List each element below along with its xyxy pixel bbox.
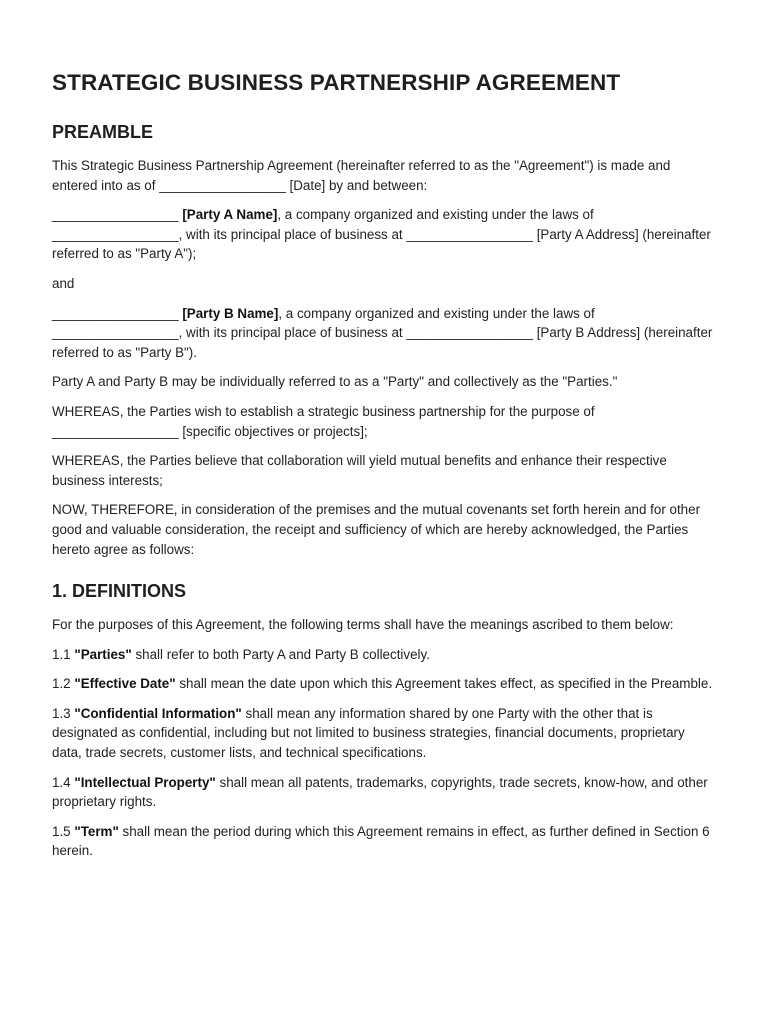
party-b-text-3: [Party B Address] (hereinafter referred to as "Party B"). <box>52 325 713 360</box>
whereas-1-text-a: WHEREAS, the Parties wish to establish a strategic business partnership for the purpose of <box>52 403 595 419</box>
definition-number: 1.5 <box>52 823 75 839</box>
definition-number: 1.3 <box>52 705 75 721</box>
whereas-1 <box>52 402 718 441</box>
party-b-blank-1: _________________ <box>52 305 179 321</box>
definitions-heading: 1. DEFINITIONS <box>52 581 187 602</box>
definition-item <box>52 704 718 763</box>
party-a-text-2: , with its principal place of business at <box>178 226 407 242</box>
definitions-intro: For the purposes of this Agreement, the following terms shall have the meanings ascribed to them below: <box>52 617 674 633</box>
party-a-paragraph <box>52 205 718 264</box>
definition-text: shall mean all patents, trademarks, copyrights, trade secrets, know-how, and other proprietary rights. <box>52 774 708 810</box>
intro-text-a: This Strategic Business Partnership Agreement (hereinafter referred to as the "Agreement") is made and entered into as of <box>52 158 671 193</box>
whereas-1-blank: _________________ <box>52 423 179 439</box>
party-a-name: [Party A Name] <box>182 207 278 223</box>
definition-number: 1.4 <box>52 774 75 790</box>
definition-number: 1.1 <box>52 646 75 662</box>
party-a-blank-2: _________________ <box>52 226 179 242</box>
party-b-text-2: , with its principal place of business at <box>178 325 407 341</box>
party-b-name: [Party B Name] <box>182 305 279 321</box>
and-text: and <box>52 275 75 291</box>
definition-text: shall mean any information shared by one Party with the other that is designated as confidential, including but not limited to business strategies, financial documents, proprietary data, trade secrets, customer lists, and technical specifications. <box>52 705 685 761</box>
party-b-paragraph <box>52 304 718 363</box>
party-b-text-1: , a company organized and existing under the laws of <box>278 305 595 321</box>
document-title: STRATEGIC BUSINESS PARTNERSHIP AGREEMENT <box>52 70 621 95</box>
party-a-blank-1: _________________ <box>52 207 179 223</box>
definition-item <box>52 773 718 812</box>
definition-item <box>52 674 718 694</box>
party-a-blank-3: _________________ <box>406 226 533 242</box>
intro-paragraph <box>52 156 718 195</box>
party-a-text-3: [Party A Address] (hereinafter referred to as "Party A"); <box>52 226 711 262</box>
definition-term: "Parties" <box>74 646 132 662</box>
definition-term: "Term" <box>74 823 119 839</box>
definition-item <box>52 645 718 665</box>
definition-item <box>52 822 718 861</box>
definition-term: "Intellectual Property" <box>74 774 216 790</box>
definition-number: 1.2 <box>52 676 75 692</box>
definition-text: shall refer to both Party A and Party B collectively. <box>131 646 430 662</box>
party-b-blank-3: _________________ <box>406 325 533 341</box>
parties-note: Party A and Party B may be individually referred to as a "Party" and collectively as the "Parties." <box>52 374 618 390</box>
party-a-text-1: , a company organized and existing under the laws of <box>277 207 594 223</box>
now-therefore: NOW, THEREFORE, in consideration of the premises and the mutual covenants set forth herein and for other good and valuable consideration, the receipt and sufficiency of which are hereby acknowledged, the Parties hereto agree as follows: <box>52 502 701 557</box>
intro-text-b: [Date] by and between: <box>285 177 428 193</box>
definition-term: "Confidential Information" <box>74 705 242 721</box>
whereas-1-text-b: [specific objectives or projects]; <box>178 423 368 439</box>
whereas-2: WHEREAS, the Parties believe that collaboration will yield mutual benefits and enhance their respective business interests; <box>52 453 667 488</box>
definition-text: shall mean the date upon which this Agreement takes effect, as specified in the Preamble. <box>175 676 713 692</box>
definition-text: shall mean the period during which this Agreement remains in effect, as further defined in Section 6 herein. <box>52 823 710 859</box>
party-b-blank-2: _________________ <box>52 325 179 341</box>
definition-term: "Effective Date" <box>74 676 176 692</box>
date-blank: _________________ <box>159 177 286 193</box>
preamble-heading: PREAMBLE <box>52 122 154 142</box>
